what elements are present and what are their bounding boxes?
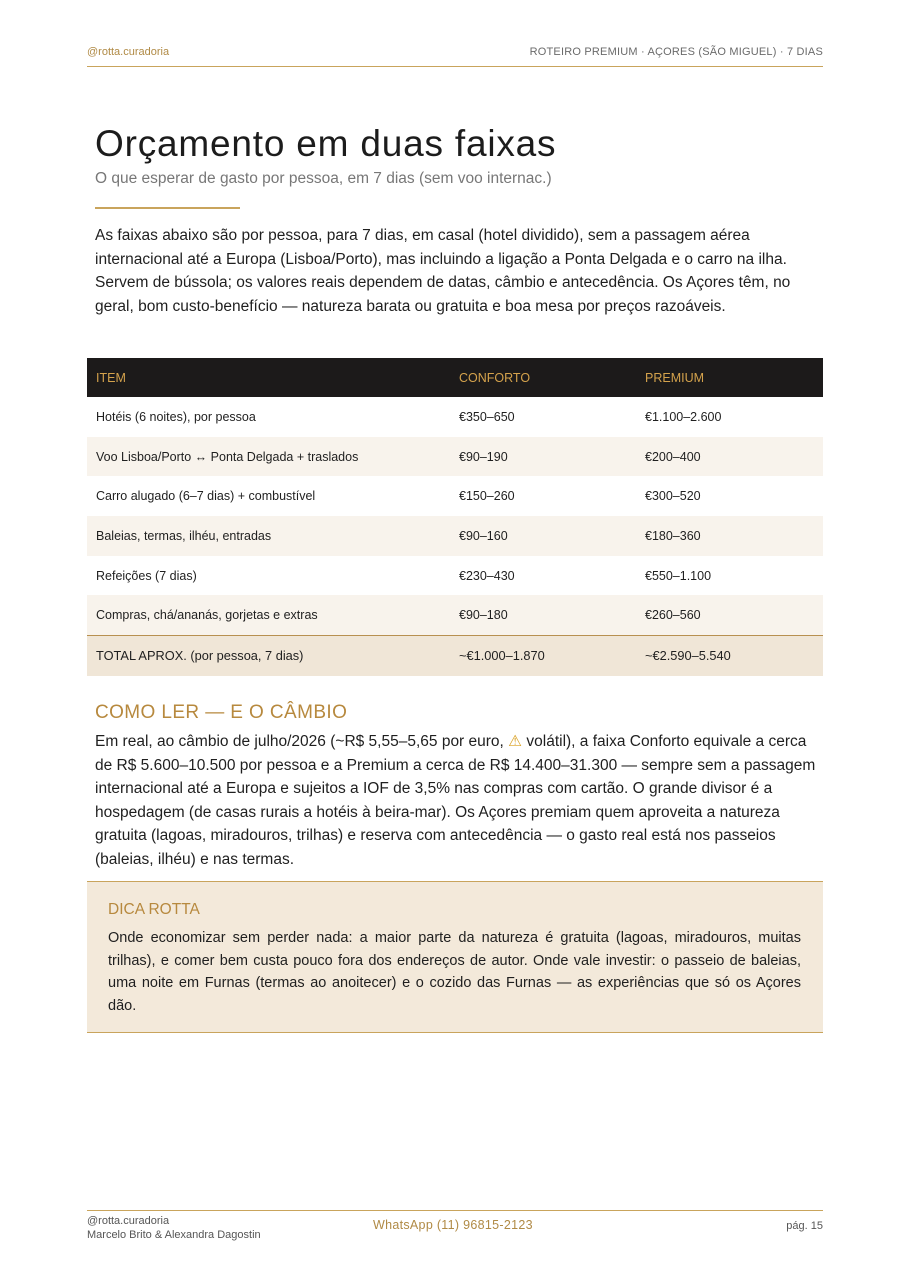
table-row bbox=[87, 476, 823, 516]
cell-conforto: €350–650 bbox=[459, 409, 515, 424]
cell-item: Carro alugado (6–7 dias) + combustível bbox=[96, 489, 316, 504]
cell-premium: €1.100–2.600 bbox=[645, 409, 722, 424]
cell-conforto: €150–260 bbox=[459, 489, 515, 504]
tip-box bbox=[87, 881, 823, 1033]
cell-item: Hotéis (6 noites), por pessoa bbox=[96, 409, 256, 424]
page-subtitle: O que esperar de gasto por pessoa, em 7 dias (sem voo internac.) bbox=[95, 170, 552, 187]
cell-item: Compras, chá/ananás, gorjetas e extras bbox=[87, 595, 450, 635]
table-row bbox=[87, 556, 823, 596]
section-heading: COMO LER — E O CÂMBIO bbox=[95, 702, 348, 723]
budget-table bbox=[87, 358, 823, 676]
cell-conforto: €90–190 bbox=[450, 437, 636, 477]
tip-title: DICA ROTTA bbox=[108, 901, 200, 918]
cell-conforto: €90–180 bbox=[450, 595, 636, 635]
page-header bbox=[87, 46, 823, 67]
tip-text: Onde economizar sem perder nada: a maior parte da natureza é gratuita (lagoas, miradouros, muitas trilhas), e comer bem custa pouco fora dos endereços de autor. Onde vale investir: o passeio de baleias, uma noite em Furnas (termas ao anoitecer) e o cozido das Furnas — as experiências que só os Açores dão. bbox=[108, 930, 801, 1014]
column-header-premium: PREMIUM bbox=[636, 358, 823, 397]
cell-item: Baleias, termas, ilhéu, entradas bbox=[87, 516, 450, 556]
page-number: pág. 15 bbox=[786, 1220, 823, 1232]
header-doc-title: ROTEIRO PREMIUM · AÇORES (SÃO MIGUEL) · 7 DIAS bbox=[529, 46, 823, 58]
section-text-end: volátil), a faixa Conforto equivale a cerca de R$ 5.600–10.500 por pessoa e a Premium a cerca de R$ 14.400–31.300 — sempre sem a passagem internacional até a Europa e sujeitos a IOF de 3,5% nas compras com cartão. O grande divisor é a hospedagem (de casas rurais a hotéis à beira-mar). Os Açores premiam quem aproveita a natureza gratuita (lagoas, miradouros, trilhas) e reserva com antecedência — o gasto real está nos passeios (baleias, ilhéu) e nas termas. bbox=[95, 733, 816, 868]
cell-item: Refeições (7 dias) bbox=[96, 568, 197, 583]
table-row bbox=[87, 397, 823, 437]
cell-conforto: €230–430 bbox=[459, 568, 515, 583]
cell-premium: €260–560 bbox=[636, 595, 823, 635]
table-row bbox=[87, 516, 823, 556]
total-conforto: ~€1.000–1.870 bbox=[450, 636, 636, 676]
cell-conforto: €90–160 bbox=[450, 516, 636, 556]
section-text-start: Em real, ao câmbio de julho/2026 (~R$ 5,55–5,65 por euro, bbox=[95, 733, 509, 750]
footer-handle: @rotta.curadoria bbox=[87, 1215, 170, 1227]
column-header-conforto: CONFORTO bbox=[450, 358, 636, 397]
table-row bbox=[87, 595, 823, 635]
cell-item: Voo Lisboa/Porto ↔ Ponta Delgada + traslados bbox=[87, 437, 450, 477]
table-total-row bbox=[87, 636, 823, 676]
page-footer bbox=[87, 1210, 823, 1245]
table-header-row bbox=[87, 358, 823, 397]
table-row bbox=[87, 437, 823, 477]
cell-premium: €180–360 bbox=[636, 516, 823, 556]
footer-credits bbox=[87, 1214, 261, 1242]
column-header-item: ITEM bbox=[87, 358, 450, 397]
warning-icon: ⚠ bbox=[508, 733, 523, 750]
title-divider bbox=[95, 207, 240, 209]
section-paragraph bbox=[95, 730, 819, 871]
cell-premium: €550–1.100 bbox=[645, 568, 712, 583]
footer-authors: Marcelo Brito & Alexandra Dagostin bbox=[87, 1229, 261, 1241]
intro-paragraph: As faixas abaixo são por pessoa, para 7 dias, em casal (hotel dividido), sem a passagem aérea internacional até a Europa (Lisboa/Porto), mas incluindo a ligação a Ponta Delgada e o carro na ilha. Servem de bússola; os valores reais dependem de datas, câmbio e antecedência. Os Açores têm, no geral, bom custo-benefício — natureza barata ou gratuita e boa mesa por preços razoáveis. bbox=[95, 227, 791, 315]
header-handle: @rotta.curadoria bbox=[87, 46, 170, 58]
page-title: Orçamento em duas faixas bbox=[95, 123, 557, 164]
footer-whatsapp: WhatsApp (11) 96815-2123 bbox=[373, 1218, 533, 1232]
total-item: TOTAL APROX. (por pessoa, 7 dias) bbox=[87, 636, 450, 676]
cell-premium: €200–400 bbox=[636, 437, 823, 477]
total-premium: ~€2.590–5.540 bbox=[636, 636, 823, 676]
cell-premium: €300–520 bbox=[645, 489, 701, 504]
